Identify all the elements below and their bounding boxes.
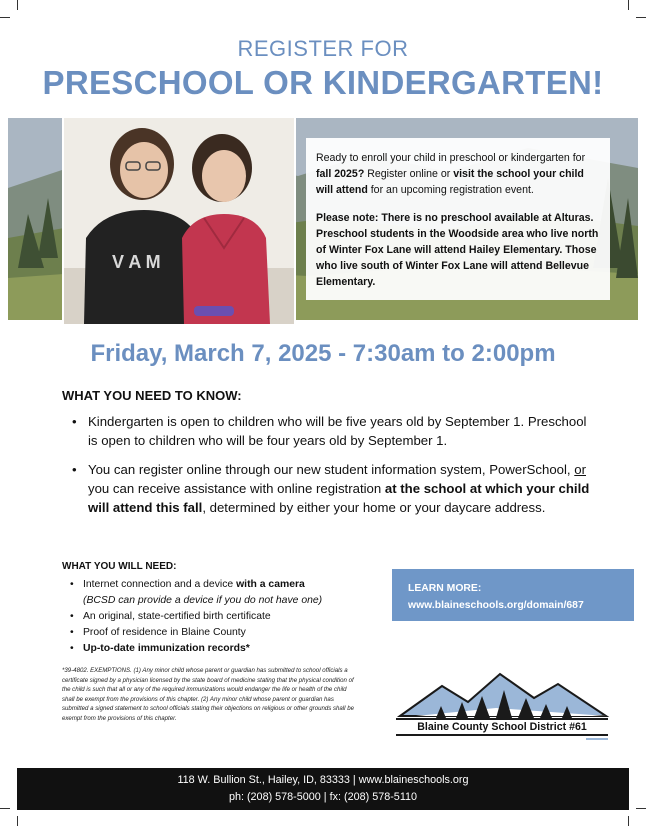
list-item bbox=[72, 412, 592, 450]
need-immunization: Up-to-date immunization records* bbox=[83, 643, 250, 654]
register-at-school: at the school at which your child will attend this fall bbox=[88, 481, 590, 515]
photo-parent-and-child bbox=[62, 116, 296, 326]
heading-what-you-will-need: WHAT YOU WILL NEED: bbox=[62, 561, 177, 572]
preschool-note-text: Please note: There is no preschool available at Alturas. Preschool students in the Woodside area who live north of Winter Fox Lane will attend Hailey Elementary. Those who live south of Winter Fox Lane will attend Bellevue Elementary. bbox=[316, 212, 599, 288]
need-camera: with a camera bbox=[236, 579, 305, 590]
age-requirements-text: Kindergarten is open to children who will be five years old by September 1. Preschool is open to children who will be four years old by September 1. bbox=[88, 414, 587, 448]
preschool-note bbox=[316, 210, 600, 290]
enroll-text-2: Register online or bbox=[364, 168, 454, 180]
parent-child-illustration bbox=[64, 118, 294, 324]
crop-mark bbox=[0, 808, 10, 809]
learn-more-label: LEARN MORE: bbox=[408, 583, 482, 594]
crop-mark bbox=[636, 808, 646, 809]
need-internet: Internet connection and a device bbox=[83, 579, 237, 590]
footer-address: 118 W. Bullion St., Hailey, ID, 83333 | www.blaineschools.org bbox=[177, 774, 469, 786]
list-item bbox=[70, 641, 370, 657]
title-register-for: REGISTER FOR bbox=[237, 36, 409, 61]
learn-more-link[interactable]: www.blaineschools.org/domain/687 bbox=[408, 600, 584, 611]
list-item bbox=[70, 609, 370, 625]
crop-mark bbox=[17, 0, 18, 10]
crop-mark bbox=[0, 17, 10, 18]
enroll-paragraph bbox=[316, 150, 600, 198]
footer-phone-fax: ph: (208) 578-5000 | fx: (208) 578-5110 bbox=[228, 791, 418, 803]
district-name: Blaine County School District #61 bbox=[417, 721, 587, 733]
need-list bbox=[70, 577, 370, 657]
bullet-icon: • bbox=[70, 627, 74, 638]
need-device-note: (BCSD can provide a device if you do not have one) bbox=[83, 595, 323, 606]
enroll-fall-2025: fall 2025? bbox=[316, 168, 365, 180]
bullet-icon: • bbox=[70, 611, 74, 622]
info-box bbox=[306, 138, 610, 300]
register-text-3: , determined by either your home or your daycare address. bbox=[202, 500, 546, 515]
bullet-icon: • bbox=[72, 462, 77, 477]
register-or: or bbox=[574, 462, 586, 477]
list-item bbox=[70, 625, 370, 641]
know-list bbox=[72, 412, 592, 527]
list-item bbox=[72, 460, 592, 517]
enroll-visit-school: visit the school your child will attend bbox=[316, 168, 584, 196]
bullet-icon: • bbox=[70, 643, 74, 654]
enroll-text-3: for an upcoming registration event. bbox=[367, 184, 534, 196]
crop-mark bbox=[636, 17, 646, 18]
crop-mark bbox=[628, 0, 629, 10]
need-birth-certificate: An original, state-certified birth certificate bbox=[83, 611, 271, 622]
footer-bar bbox=[17, 768, 629, 810]
crop-mark bbox=[628, 816, 629, 826]
crop-mark bbox=[17, 816, 18, 826]
need-proof-residence: Proof of residence in Blaine County bbox=[83, 627, 246, 638]
register-text: You can register online through our new student information system, PowerSchool, bbox=[88, 462, 575, 477]
title-preschool-kindergarten: PRESCHOOL OR KINDERGARTEN! bbox=[42, 64, 604, 101]
learn-more-box[interactable] bbox=[392, 569, 634, 621]
exemptions-footnote: *39-4802. EXEMPTIONS. (1) Any minor child whose parent or guardian has submitted to school officials a certificate signed by a physician licensed by the state board of medicine stating that the physical condition of the child is such that all or any of the required immunizations would endanger the life or health of the child shall be exempt from the provisions of this chapter. (2) Any minor child whose parent or guardian has submitted a signed statement to school officials stating their objections on religious or other grounds shall be exempt from the provisions of this chapter. bbox=[62, 667, 354, 722]
bullet-icon: • bbox=[72, 414, 77, 429]
bullet-icon: • bbox=[70, 579, 74, 590]
event-date: Friday, March 7, 2025 - 7:30am to 2:00pm bbox=[90, 340, 556, 367]
list-item bbox=[70, 577, 370, 609]
heading-what-you-need-to-know: WHAT YOU NEED TO KNOW: bbox=[62, 388, 242, 403]
enroll-text: Ready to enroll your child in preschool or kindergarten for bbox=[316, 152, 586, 164]
register-text-2: you can receive assistance with online registration bbox=[88, 481, 385, 496]
svg-text:V A M: V A M bbox=[112, 252, 161, 272]
